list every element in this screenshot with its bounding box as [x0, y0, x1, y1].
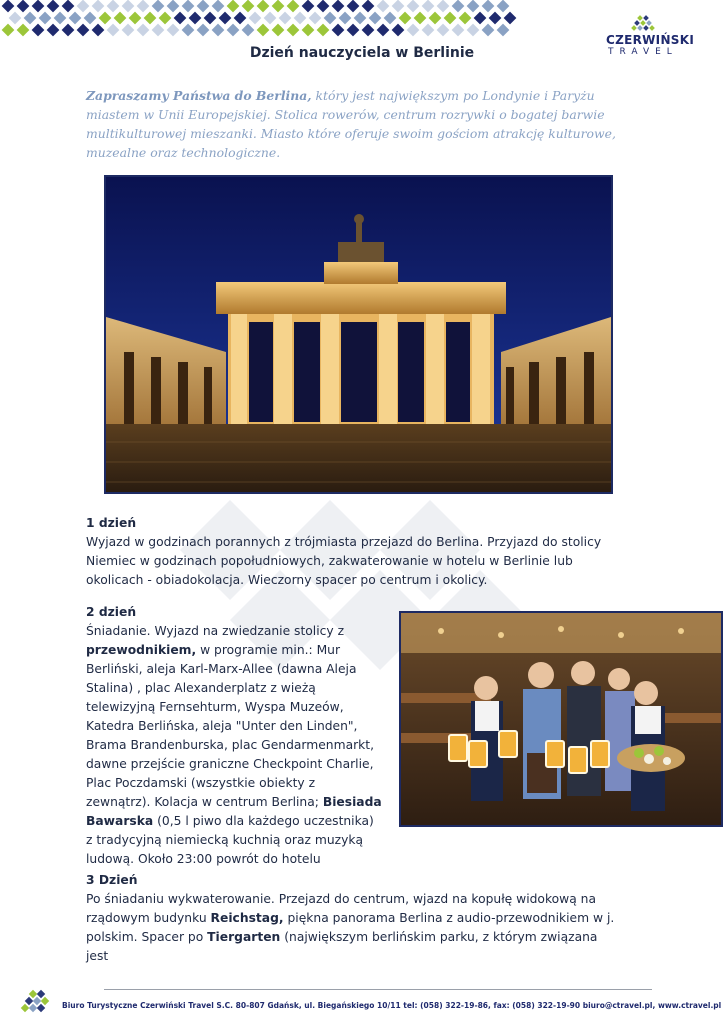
footer-divider — [104, 989, 652, 990]
day2-heading: 2 dzień — [86, 605, 137, 619]
pattern-diamond — [77, 24, 90, 37]
pattern-diamond — [287, 0, 300, 12]
pattern-diamond — [384, 12, 397, 25]
pattern-diamond — [2, 24, 15, 37]
pattern-diamond — [204, 12, 217, 25]
day3-bold-tiergarten: Tiergarten — [207, 930, 281, 944]
pattern-diamond — [482, 24, 495, 37]
pattern-diamond — [227, 0, 240, 12]
pattern-diamond — [129, 12, 142, 25]
pattern-diamond — [392, 0, 405, 12]
day2-section — [86, 603, 382, 869]
pattern-diamond — [182, 24, 195, 37]
footer-contact-info: Biuro Turystyczne Czerwiński Travel S.C. 80-807 Gdańsk, ul. Biegańskiego 10/11 tel: (058) 322-19-86, fax: (058) 322-19-90 biuro@ctravel.pl, www.ctravel.pl — [62, 1001, 722, 1010]
pattern-diamond — [467, 24, 480, 37]
footer-logo-icon — [14, 989, 56, 1015]
pattern-diamond — [114, 12, 127, 25]
pattern-diamond — [92, 0, 105, 12]
pattern-diamond — [47, 24, 60, 37]
pattern-diamond — [219, 12, 232, 25]
pattern-diamond — [122, 24, 135, 37]
pattern-diamond — [369, 12, 382, 25]
pattern-diamond — [144, 12, 157, 25]
pattern-diamond — [9, 12, 22, 25]
pattern-diamond — [339, 12, 352, 25]
pattern-diamond — [152, 0, 165, 12]
pattern-diamond — [242, 24, 255, 37]
pattern-diamond — [264, 12, 277, 25]
pattern-diamond — [459, 12, 472, 25]
pattern-diamond — [474, 12, 487, 25]
pattern-diamond — [407, 24, 420, 37]
pattern-diamond — [2, 0, 15, 12]
pattern-diamond — [17, 0, 30, 12]
pattern-diamond — [152, 24, 165, 37]
pattern-diamond — [197, 24, 210, 37]
pattern-diamond — [452, 0, 465, 12]
pattern-diamond — [212, 0, 225, 12]
day1-heading: 1 dzień — [86, 516, 137, 530]
bavarian-feast-illustration — [401, 613, 721, 825]
pattern-diamond — [497, 0, 510, 12]
pattern-diamond — [99, 12, 112, 25]
pattern-diamond — [272, 0, 285, 12]
day2-bold-feast: Biesiada Bawarska — [86, 795, 382, 828]
pattern-diamond — [437, 0, 450, 12]
day2-bold-guide: przewodnikiem, — [86, 643, 197, 657]
pattern-diamond — [212, 24, 225, 37]
pattern-diamond — [294, 12, 307, 25]
pattern-diamond — [422, 24, 435, 37]
pattern-diamond — [482, 0, 495, 12]
day1-section — [86, 514, 616, 590]
pattern-diamond — [107, 24, 120, 37]
pattern-diamond — [362, 0, 375, 12]
page-title: Dzień nauczyciela w Berlinie — [249, 45, 475, 61]
pattern-diamond — [174, 12, 187, 25]
pattern-diamond — [497, 24, 510, 37]
pattern-diamond — [24, 12, 37, 25]
pattern-diamond — [504, 12, 517, 25]
pattern-diamond — [354, 12, 367, 25]
pattern-diamond — [332, 24, 345, 37]
pattern-diamond — [62, 0, 75, 12]
pattern-diamond — [362, 24, 375, 37]
day3-bold-reichstag: Reichstag, — [210, 911, 284, 925]
pattern-diamond — [324, 12, 337, 25]
pattern-diamond — [32, 0, 45, 12]
pattern-diamond — [227, 24, 240, 37]
pattern-diamond — [399, 12, 412, 25]
pattern-diamond — [377, 24, 390, 37]
day3-heading: 3 Dzień — [86, 873, 138, 887]
pattern-diamond — [17, 24, 30, 37]
pattern-diamond — [347, 24, 360, 37]
day3-text-2: piękna panorama Berlina z audio-przewodnikiem w j. polskim. Spacer po — [86, 911, 615, 944]
pattern-diamond — [107, 0, 120, 12]
pattern-diamond — [279, 12, 292, 25]
pattern-diamond — [467, 0, 480, 12]
pattern-diamond — [197, 0, 210, 12]
pattern-diamond — [302, 0, 315, 12]
intro-lead: Zapraszamy Państwa do Berlina, — [86, 88, 312, 103]
pattern-diamond — [167, 0, 180, 12]
pattern-diamond — [257, 24, 270, 37]
pattern-diamond — [317, 0, 330, 12]
pattern-diamond — [302, 24, 315, 37]
pattern-diamond — [69, 12, 82, 25]
pattern-diamond — [437, 24, 450, 37]
day2-text-2: w programie min.: Mur Berliński, aleja Karl-Marx-Allee (dawna Aleja Stalina) , plac Alexanderplatz z wieżą telewizyjną Fernsehturm, Wyspa Muzeów, Katedra Berlińska, aleja "Unter den Linden", Brama Brandenburska, plac Gendarmenmarkt, dawne przejście graniczne Checkpoint Charlie, Plac Poczdamski (wszystkie obiekty z zewnątrz). Kolacja w centrum Berlina; — [86, 643, 375, 809]
header-diamond-pattern — [0, 0, 520, 44]
pattern-diamond — [189, 12, 202, 25]
brandenburg-gate-illustration — [106, 177, 611, 492]
logo-brand-text: CZERWIŃSKI — [606, 33, 695, 47]
pattern-diamond — [137, 0, 150, 12]
pattern-diamond — [159, 12, 172, 25]
pattern-diamond — [234, 12, 247, 25]
pattern-diamond — [77, 0, 90, 12]
pattern-diamond — [452, 24, 465, 37]
day1-text: Wyjazd w godzinach porannych z trójmiasta przejazd do Berlina. Przyjazd do stolicy Niemiec w godzinach popołudniowych, zakwaterowanie w hotelu w Berlinie lub okolicach - obiadokolacja. Wieczorny spacer po centrum i okolicy. — [86, 535, 602, 587]
pattern-diamond — [272, 24, 285, 37]
pattern-diamond — [429, 12, 442, 25]
pattern-diamond — [84, 12, 97, 25]
pattern-diamond — [317, 24, 330, 37]
pattern-diamond — [39, 12, 52, 25]
logo-travel-text: TRAVEL — [608, 47, 678, 57]
intro-text: który jest największym po Londynie i Paryżu miastem w Unii Europejskiej. Stolica rowerów, centrum rozrywki o bogatej barwie multikulturowej mieszanki. Miasto które oferuje swoim gościom atrakcję kulturowe, muzealne oraz technologiczne. — [86, 88, 616, 160]
intro-paragraph — [86, 86, 626, 162]
pattern-diamond — [422, 0, 435, 12]
pattern-diamond — [257, 0, 270, 12]
pattern-diamond — [309, 12, 322, 25]
pattern-diamond — [392, 24, 405, 37]
pattern-diamond — [249, 12, 262, 25]
brandenburg-gate-photo — [104, 175, 613, 494]
pattern-diamond — [167, 24, 180, 37]
day3-text-3: (największym berlińskim parku, z którym związana jest — [86, 930, 598, 963]
pattern-diamond — [287, 24, 300, 37]
logo-diamonds-icon — [626, 14, 666, 34]
pattern-diamond — [92, 24, 105, 37]
day2-text-1: Śniadanie. Wyjazd na zwiedzanie stolicy z — [86, 624, 345, 638]
pattern-diamond — [414, 12, 427, 25]
pattern-diamond — [32, 24, 45, 37]
pattern-diamond — [62, 24, 75, 37]
pattern-diamond — [122, 0, 135, 12]
pattern-diamond — [377, 0, 390, 12]
pattern-diamond — [407, 0, 420, 12]
pattern-diamond — [137, 24, 150, 37]
day3-text-1: Po śniadaniu wykwaterowanie. Przejazd do centrum, wjazd na kopułę widokową na rządowym budynku — [86, 892, 596, 925]
day3-section — [86, 871, 616, 966]
pattern-diamond — [54, 12, 67, 25]
pattern-diamond — [242, 0, 255, 12]
pattern-diamond — [489, 12, 502, 25]
pattern-diamond — [347, 0, 360, 12]
bavarian-feast-photo — [399, 611, 723, 827]
pattern-diamond — [47, 0, 60, 12]
pattern-diamond — [332, 0, 345, 12]
pattern-diamond — [182, 0, 195, 12]
day2-text-3: (0,5 l piwo dla każdego uczestnika) z tradycyjną niemiecką kuchnią oraz muzyką ludową. Około 23:00 powrót do hotelu — [86, 814, 374, 866]
pattern-diamond — [444, 12, 457, 25]
